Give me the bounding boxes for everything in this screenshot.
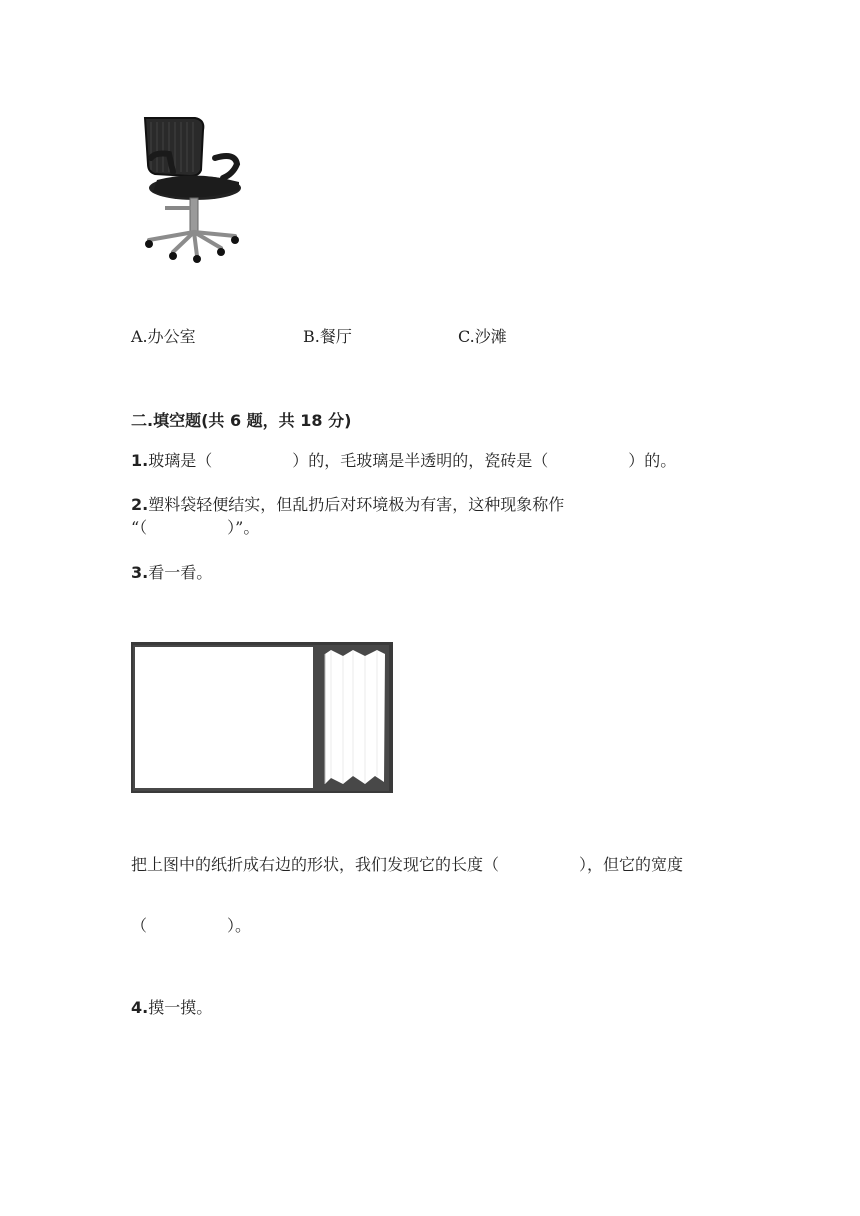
question-2-line2: “（ ）”。 [131, 518, 260, 537]
question-number: 1. [131, 451, 149, 470]
question-4 [131, 998, 212, 1018]
question-text: 摸一摸。 [148, 998, 213, 1017]
option-c: C.沙滩 [458, 327, 507, 346]
option-a: A.办公室 [131, 327, 196, 346]
question-3 [131, 563, 212, 583]
paper-fold-image [131, 642, 393, 793]
question-2 [131, 495, 564, 515]
question-1 [131, 451, 676, 471]
question-3-sentence-2: （ ）。 [131, 916, 252, 935]
question-text: 玻璃是（ ）的，毛玻璃是半透明的，瓷砖是（ ）的。 [148, 451, 677, 470]
section-title: 二.填空题(共 6 题，共 18 分) [131, 411, 352, 430]
office-chair-image [135, 112, 247, 264]
question-number: 2. [131, 495, 149, 514]
question-number: 4. [131, 998, 149, 1017]
option-b: B.餐厅 [303, 327, 352, 346]
question-text: 塑料袋轻便结实，但乱扔后对环境极为有害，这种现象称作 [148, 495, 565, 514]
question-3-sentence: 把上图中的纸折成右边的形状，我们发现它的长度（ ），但它的宽度 [131, 855, 684, 874]
question-number: 3. [131, 563, 149, 582]
question-text: 看一看。 [148, 563, 213, 582]
